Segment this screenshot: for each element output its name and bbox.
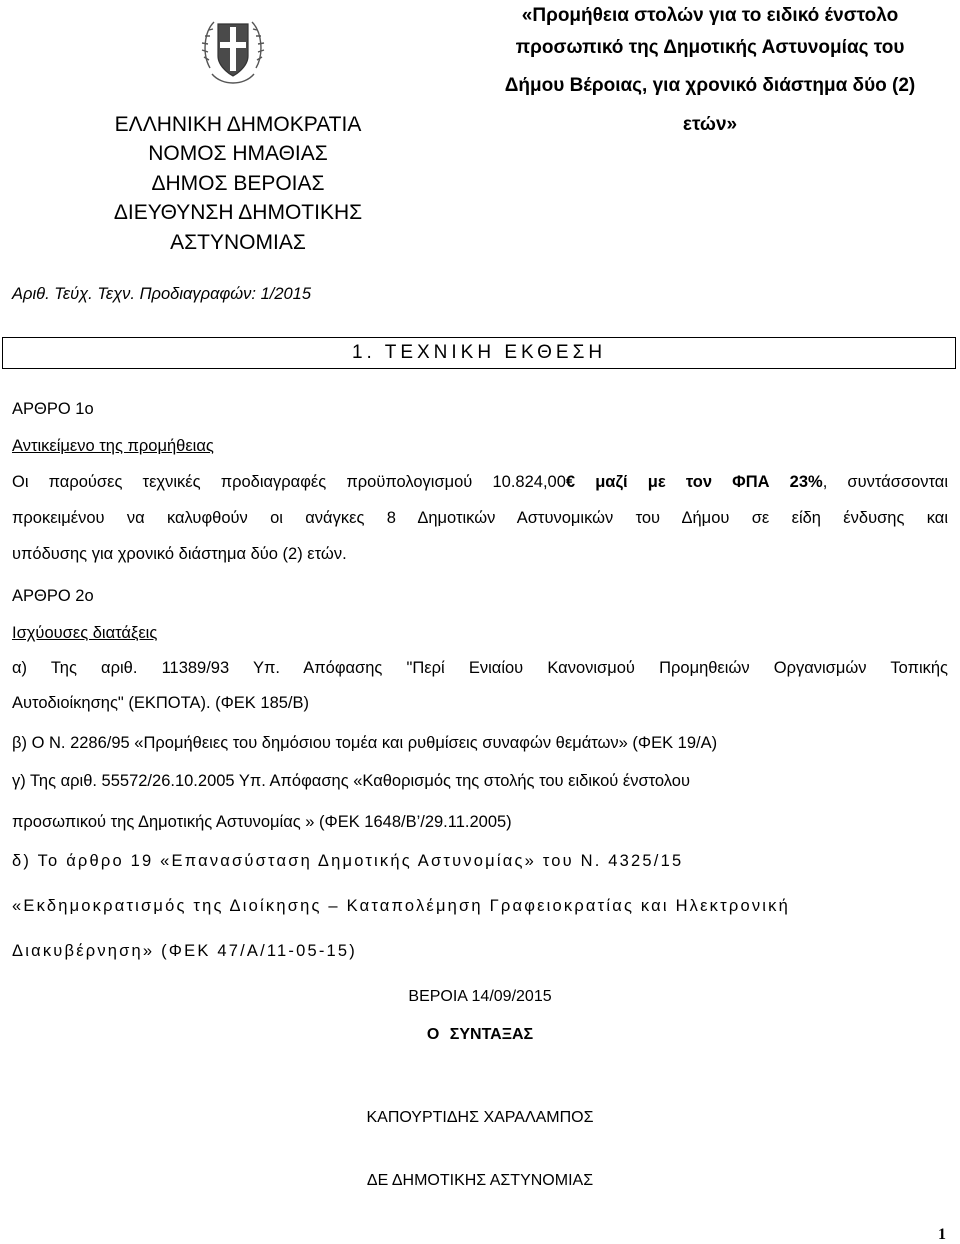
spec-reference-label: Αριθ. Τεύχ. Τεχν. Προδιαγραφών: (12, 285, 261, 303)
provision-b: β) Ο Ν. 2286/95 «Προμήθειες του δημόσιου τομέα και ρυθμίσεις συναφών θεμάτων» (ΦΕΚ 19/Α) (12, 734, 718, 752)
article-1-paragraph-line-2: προκειμένου να καλυφθούν οι ανάγκες 8 Δημοτικών Αστυνομικών του Δήμου σε είδη ένδυσης και (12, 509, 948, 527)
document-title-line-1: «Προμήθεια στολών για το ειδικό ένστολο (521, 5, 899, 26)
address-line-3: ΔΗΜΟΣ ΒΕΡΟΙΑΣ (151, 172, 325, 195)
spec-reference (12, 285, 311, 304)
section-title: 1. ΤΕΧΝΙΚΗ ΕΚΘΕΣΗ (351, 342, 607, 363)
document-title-line-4: ετών» (682, 114, 738, 135)
provision-d-line-2: «Εκδημοκρατισμός της Διοίκησης – Καταπολέμηση Γραφειοκρατίας και Ηλεκτρονική (12, 897, 790, 915)
article-1-paragraph-line-1 (12, 473, 948, 492)
article-2-subheading: Ισχύουσες διατάξεις (12, 624, 158, 642)
provision-d-line-3: Διακυβέρνηση» (ΦΕΚ 47/Α/11-05-15) (12, 942, 357, 960)
author-role: Ο ΣΥΝΤΑΞΑΣ (426, 1026, 534, 1043)
provision-a-line-1: α) Της αριθ. 11389/93 Υπ. Απόφασης "Περί Ενιαίου Κανονισμού Προμηθειών Οργανισμών Τοπικής (12, 659, 948, 677)
article-1-text: Οι παρούσες τεχνικές προδιαγραφές προϋπολογισμού 10.824,00 (12, 473, 566, 491)
provision-c-line-2: προσωπικού της Δημοτικής Αστυνομίας » (ΦΕΚ 1648/Β’/29.11.2005) (12, 813, 512, 831)
article-1-heading: ΑΡΘΡΟ 1ο (12, 400, 94, 418)
article-1-text-end: , συντάσσονται (822, 473, 948, 491)
provision-a-line-2: Αυτοδιοίκησης" (ΕΚΠΟΤΑ). (ΦΕΚ 185/Β) (12, 694, 310, 712)
article-1-amount-bold: € μαζί με τον ΦΠΑ 23% (565, 473, 823, 491)
author-position: ΔΕ ΔΗΜΟΤΙΚΗΣ ΑΣΤΥΝΟΜΙΑΣ (366, 1172, 594, 1189)
address-line-4: ΔΙΕΥΘΥΝΣΗ ΔΗΜΟΤΙΚΗΣ (113, 201, 363, 224)
document-title-line-2: προσωπικό της Δημοτικής Αστυνομίας του (515, 37, 905, 58)
spec-reference-number: 1/2015 (260, 285, 312, 303)
greek-coat-of-arms-emblem (200, 12, 266, 96)
article-1-subheading: Αντικείμενο της προμήθειας (12, 437, 214, 455)
section-title-box (2, 337, 956, 369)
address-line-1: ΕΛΛΗΝΙΚΗ ΔΗΜΟΚΡΑΤΙΑ (114, 113, 362, 136)
address-line-2: ΝΟΜΟΣ ΗΜΑΘΙΑΣ (148, 142, 328, 165)
author-name: ΚΑΠΟΥΡΤΙΔΗΣ ΧΑΡΑΛΑΜΠΟΣ (366, 1109, 594, 1126)
place-and-date: ΒΕΡΟΙΑ 14/09/2015 (408, 988, 552, 1005)
provision-d-line-1: δ) Το άρθρο 19 «Επανασύσταση Δημοτικής Αστυνομίας» του Ν. 4325/15 (12, 852, 684, 870)
provision-c-line-1: γ) Της αριθ. 55572/26.10.2005 Υπ. Απόφασης «Καθορισμός της στολής του ειδικού ένστολου (12, 772, 690, 790)
page-number: 1 (938, 1226, 946, 1243)
document-title-line-3: Δήμου Βέροιας, για χρονικό διάστημα δύο (2) (504, 75, 916, 96)
address-line-5: ΑΣΤΥΝΟΜΙΑΣ (170, 231, 306, 254)
article-1-paragraph-line-3: υπόδυσης για χρονικό διάστημα δύο (2) ετών. (12, 545, 347, 563)
article-2-heading: ΑΡΘΡΟ 2ο (12, 587, 94, 605)
